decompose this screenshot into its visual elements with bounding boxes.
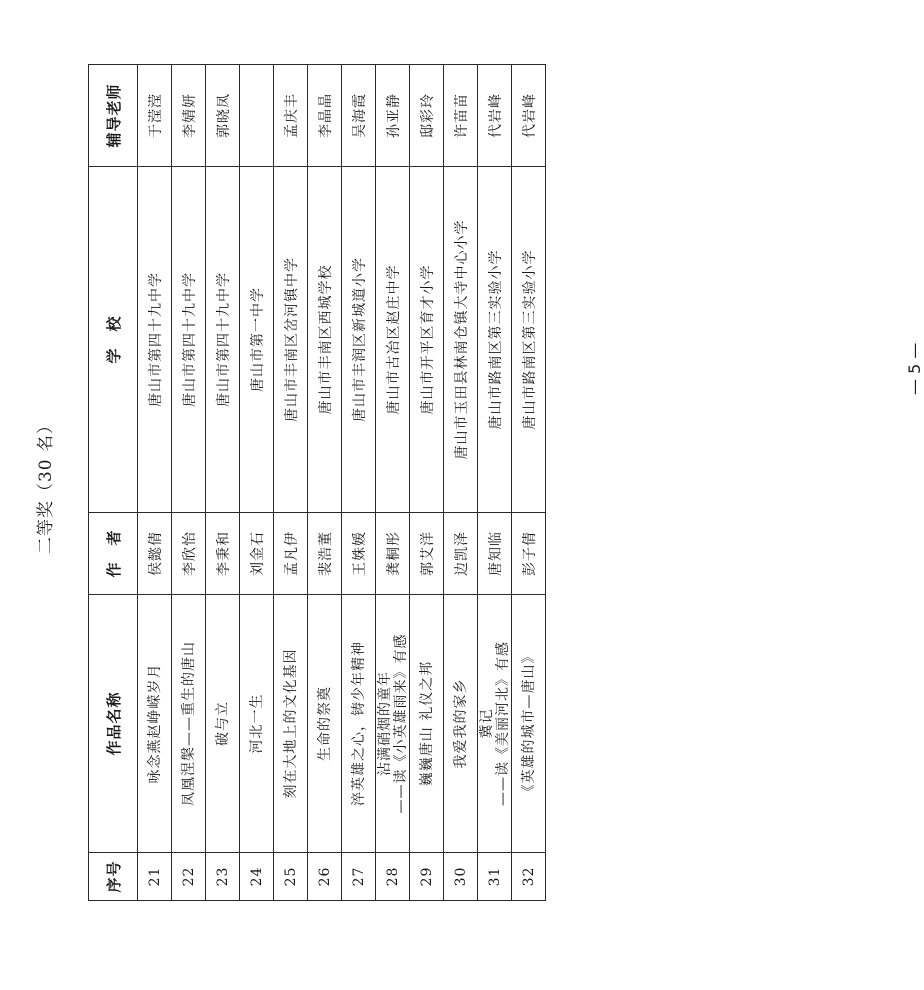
work-title bbox=[342, 595, 376, 853]
award-section-title: 二等奖（30 名） bbox=[36, 415, 56, 555]
row-number: 24 bbox=[240, 853, 274, 901]
author-name: 侯懿倩 bbox=[138, 513, 172, 595]
table-row bbox=[410, 65, 444, 901]
school-name: 唐山市第四十九中学 bbox=[172, 167, 206, 513]
header-teacher: 辅导老师 bbox=[89, 65, 138, 167]
teacher-name: 李晶晶 bbox=[308, 65, 342, 167]
work-title bbox=[240, 595, 274, 853]
teacher-name: 郭晓凤 bbox=[206, 65, 240, 167]
rotated-page-content bbox=[15, 35, 924, 935]
row-number: 23 bbox=[206, 853, 240, 901]
work-title-line: 淬英雄之心，铸少年精神 bbox=[350, 641, 367, 806]
table-row bbox=[478, 65, 512, 901]
author-name: 孟凡伊 bbox=[274, 513, 308, 595]
work-title bbox=[376, 595, 410, 853]
school-name: 唐山市丰润区新城道小学 bbox=[342, 167, 376, 513]
work-title-line: 我爱我的家乡 bbox=[452, 678, 469, 769]
table-body bbox=[138, 65, 546, 901]
author-name: 边凯泽 bbox=[444, 513, 478, 595]
school-name: 唐山市玉田县林南仓镇大寺中心小学 bbox=[444, 167, 478, 513]
row-number: 25 bbox=[274, 853, 308, 901]
table-row bbox=[274, 65, 308, 901]
row-number: 26 bbox=[308, 853, 342, 901]
row-number: 21 bbox=[138, 853, 172, 901]
work-title-line: 破与立 bbox=[214, 701, 231, 746]
teacher-name: 代岩峰 bbox=[512, 65, 546, 167]
school-name: 唐山市第四十九中学 bbox=[206, 167, 240, 513]
teacher-name bbox=[240, 65, 274, 167]
table-row bbox=[138, 65, 172, 901]
author-name: 王姝媛 bbox=[342, 513, 376, 595]
author-name: 龚桐彤 bbox=[376, 513, 410, 595]
work-title bbox=[274, 595, 308, 853]
header-no: 序号 bbox=[89, 853, 138, 901]
school-name: 唐山市古冶区赵庄中学 bbox=[376, 167, 410, 513]
table-row bbox=[342, 65, 376, 901]
author-name: 彭子倩 bbox=[512, 513, 546, 595]
work-title-line: 沾满硝烟的童年 bbox=[376, 671, 393, 776]
work-title-line: ——读《小英雄雨来》有感 bbox=[392, 633, 409, 814]
school-name: 唐山市丰南区西城学校 bbox=[308, 167, 342, 513]
row-number: 27 bbox=[342, 853, 376, 901]
header-author: 作 者 bbox=[89, 513, 138, 595]
work-title bbox=[172, 595, 206, 853]
header-school: 学 校 bbox=[89, 167, 138, 513]
table-row bbox=[376, 65, 410, 901]
teacher-name: 于滢滢 bbox=[138, 65, 172, 167]
work-title bbox=[410, 595, 444, 853]
work-title-line: 河北一生 bbox=[248, 693, 265, 754]
teacher-name: 代岩峰 bbox=[478, 65, 512, 167]
work-title-line: 凤凰涅槃——重生的唐山 bbox=[180, 641, 197, 806]
row-number: 31 bbox=[478, 853, 512, 901]
work-title bbox=[444, 595, 478, 853]
work-title bbox=[512, 595, 546, 853]
school-name: 唐山市路南区第三实验小学 bbox=[512, 167, 546, 513]
author-name: 刘金石 bbox=[240, 513, 274, 595]
school-name: 唐山市路南区第三实验小学 bbox=[478, 167, 512, 513]
table-row bbox=[512, 65, 546, 901]
teacher-name: 邸彩玲 bbox=[410, 65, 444, 167]
school-name: 唐山市开平区育才小学 bbox=[410, 167, 444, 513]
author-name: 唐知临 bbox=[478, 513, 512, 595]
teacher-name: 孙亚静 bbox=[376, 65, 410, 167]
page-number: — 5 — bbox=[905, 342, 924, 395]
work-title bbox=[478, 595, 512, 853]
work-title-line: 咏念燕赵峥嵘岁月 bbox=[146, 663, 163, 784]
row-number: 32 bbox=[512, 853, 546, 901]
school-name: 唐山市第四十九中学 bbox=[138, 167, 172, 513]
author-name: 李欣怡 bbox=[172, 513, 206, 595]
awards-table bbox=[88, 64, 546, 901]
table-row bbox=[308, 65, 342, 901]
work-title-line: ——读《美丽河北》有感 bbox=[494, 641, 511, 806]
work-title bbox=[308, 595, 342, 853]
teacher-name: 许苗苗 bbox=[444, 65, 478, 167]
table-row bbox=[172, 65, 206, 901]
work-title-line: 刻在大地上的文化基因 bbox=[282, 648, 299, 799]
school-name: 唐山市丰南区岔河镇中学 bbox=[274, 167, 308, 513]
author-name: 李秉和 bbox=[206, 513, 240, 595]
teacher-name: 李婧妍 bbox=[172, 65, 206, 167]
header-title: 作品名称 bbox=[89, 595, 138, 853]
work-title-line: 《英雄的城市—唐山》 bbox=[520, 648, 537, 799]
teacher-name: 孟庆丰 bbox=[274, 65, 308, 167]
row-number: 30 bbox=[444, 853, 478, 901]
work-title bbox=[138, 595, 172, 853]
table-row bbox=[240, 65, 274, 901]
table-row bbox=[444, 65, 478, 901]
author-name: 裴浩董 bbox=[308, 513, 342, 595]
row-number: 28 bbox=[376, 853, 410, 901]
table-row bbox=[206, 65, 240, 901]
teacher-name: 吴海霞 bbox=[342, 65, 376, 167]
work-title-line: 冀记 bbox=[478, 708, 495, 739]
work-title-line: 巍巍唐山 礼仪之邦 bbox=[418, 660, 435, 787]
row-number: 22 bbox=[172, 853, 206, 901]
header-row bbox=[89, 65, 138, 901]
row-number: 29 bbox=[410, 853, 444, 901]
work-title-line: 生命的祭奠 bbox=[316, 686, 333, 761]
author-name: 郭艾洋 bbox=[410, 513, 444, 595]
work-title bbox=[206, 595, 240, 853]
school-name: 唐山市第一中学 bbox=[240, 167, 274, 513]
